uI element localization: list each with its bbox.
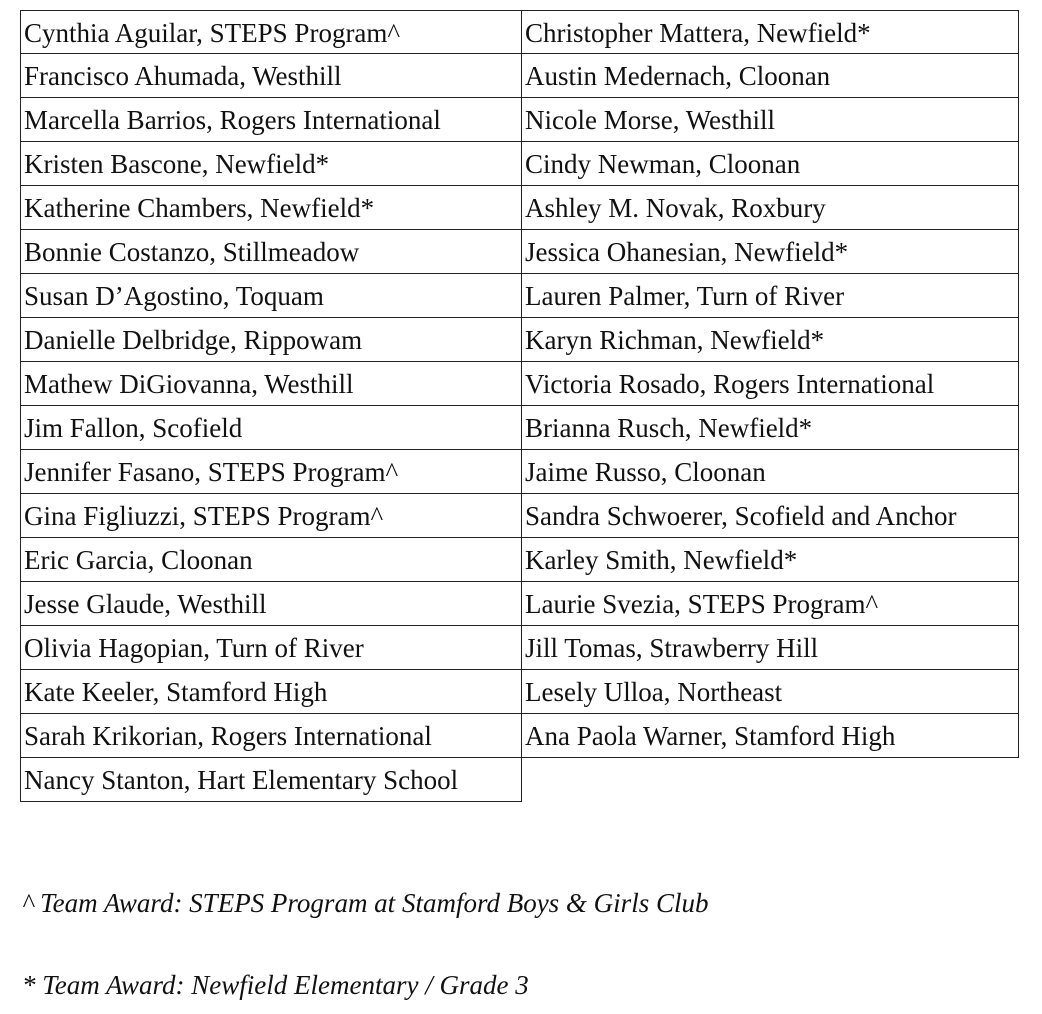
- honoree-cell: Kate Keeler, Stamford High: [20, 670, 522, 714]
- honoree-cell: Nancy Stanton, Hart Elementary School: [20, 758, 522, 802]
- honoree-cell: Karley Smith, Newfield*: [521, 538, 1019, 582]
- honoree-cell: Mathew DiGiovanna, Westhill: [20, 362, 522, 406]
- honoree-cell: Marcella Barrios, Rogers International: [20, 98, 522, 142]
- honoree-cell: Austin Medernach, Cloonan: [521, 54, 1019, 98]
- honoree-cell: Katherine Chambers, Newfield*: [20, 186, 522, 230]
- honoree-cell: Karyn Richman, Newfield*: [521, 318, 1019, 362]
- honoree-cell: Victoria Rosado, Rogers International: [521, 362, 1019, 406]
- honoree-cell: Gina Figliuzzi, STEPS Program^: [20, 494, 522, 538]
- honoree-cell: Danielle Delbridge, Rippowam: [20, 318, 522, 362]
- honoree-cell: Olivia Hagopian, Turn of River: [20, 626, 522, 670]
- honoree-cell: Susan D’Agostino, Toquam: [20, 274, 522, 318]
- honoree-cell: Eric Garcia, Cloonan: [20, 538, 522, 582]
- honoree-cell: Ashley M. Novak, Roxbury: [521, 186, 1019, 230]
- honoree-cell: Francisco Ahumada, Westhill: [20, 54, 522, 98]
- honoree-cell: Cynthia Aguilar, STEPS Program^: [20, 10, 522, 54]
- honoree-cell: Kristen Bascone, Newfield*: [20, 142, 522, 186]
- honoree-cell: Jessica Ohanesian, Newfield*: [521, 230, 1019, 274]
- footnote-steps-team-award: ^ Team Award: STEPS Program at Stamford Boys & Girls Club: [22, 888, 709, 918]
- honoree-cell: Lesely Ulloa, Northeast: [521, 670, 1019, 714]
- honoree-cell: Sarah Krikorian, Rogers International: [20, 714, 522, 758]
- honoree-cell: Jim Fallon, Scofield: [20, 406, 522, 450]
- honoree-cell: Bonnie Costanzo, Stillmeadow: [20, 230, 522, 274]
- honoree-cell: Jennifer Fasano, STEPS Program^: [20, 450, 522, 494]
- honoree-cell: Nicole Morse, Westhill: [521, 98, 1019, 142]
- honoree-cell: Sandra Schwoerer, Scofield and Anchor: [521, 494, 1019, 538]
- footnote-newfield-team-award: * Team Award: Newfield Elementary / Grade 3: [22, 970, 529, 1000]
- honoree-cell: Christopher Mattera, Newfield*: [521, 10, 1019, 54]
- honoree-cell: Lauren Palmer, Turn of River: [521, 274, 1019, 318]
- honoree-cell: Jesse Glaude, Westhill: [20, 582, 522, 626]
- honoree-cell: Cindy Newman, Cloonan: [521, 142, 1019, 186]
- honoree-cell: Laurie Svezia, STEPS Program^: [521, 582, 1019, 626]
- honoree-cell: Jill Tomas, Strawberry Hill: [521, 626, 1019, 670]
- honoree-cell: Jaime Russo, Cloonan: [521, 450, 1019, 494]
- honoree-cell: Brianna Rusch, Newfield*: [521, 406, 1019, 450]
- honoree-cell: Ana Paola Warner, Stamford High: [521, 714, 1019, 758]
